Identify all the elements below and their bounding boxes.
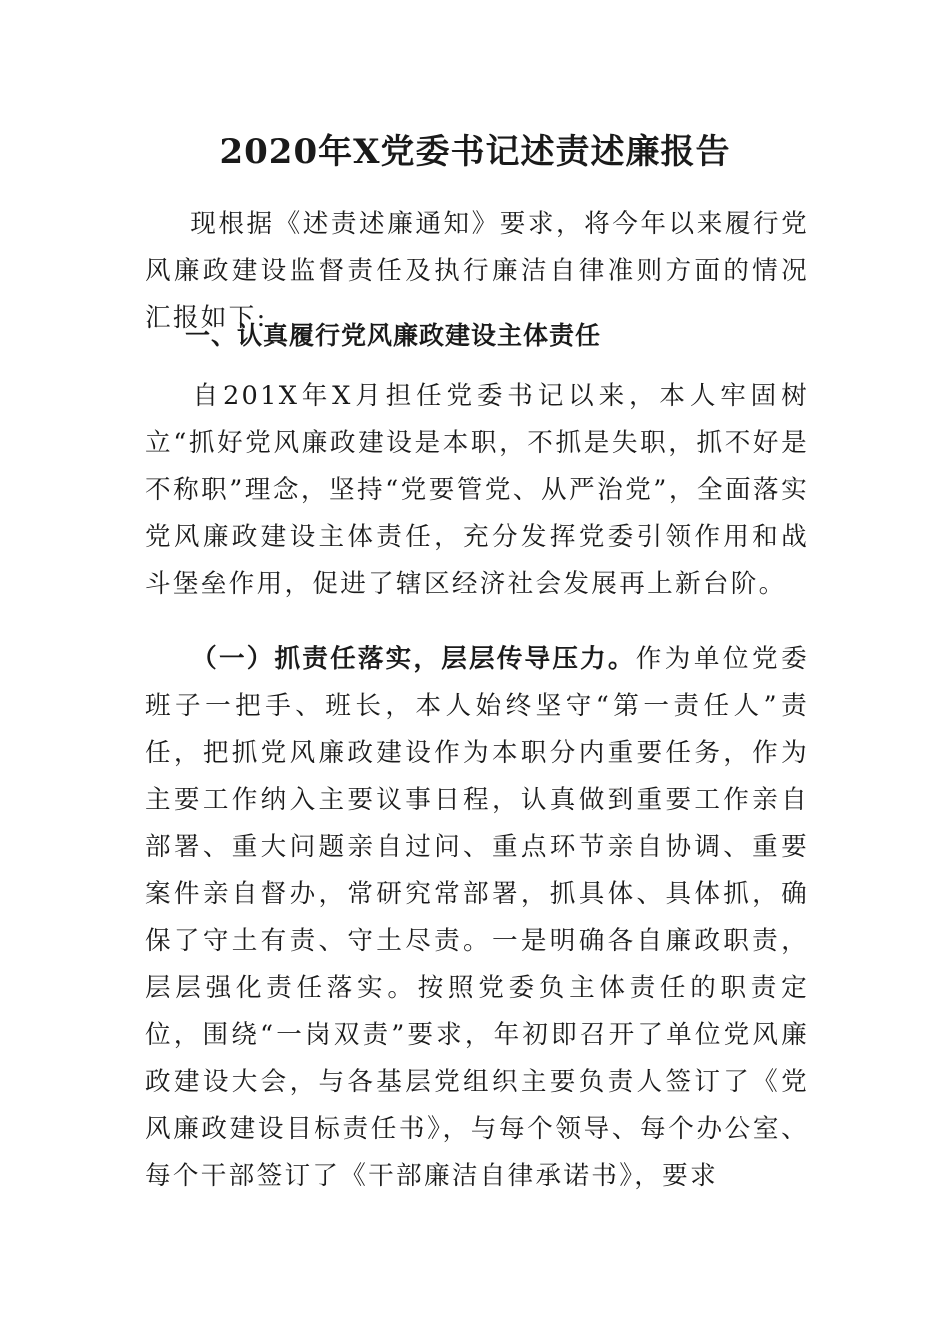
subsection-1-text: 作为单位党委班子一把手、班长，本人始终坚守“第一责任人”责任，把抓党风廉政建设作为本职分内重要任务，作为主要工作纳入主要议事日程，认真做到重要工作亲自部署、重大问题亲自过问、重点环节亲自协调、重要案件亲自督办，常研究常部署，抓具体、具体抓，确保了守土有责、守土尽责。一是明确各自廉政职责，层层强化责任落实。按照党委负主体责任的职责定位，围绕“一岗双责”要求，年初即召开了单位党风廉政建设大会，与各基层党组织主要负责人签订了《党风廉政建设目标责任书》，与每个领导、每个办公室、每个干部签订了《干部廉洁自律承诺书》，要求 <box>145 644 809 1191</box>
section-1-paragraph <box>145 373 809 608</box>
section-1-text: 自201X年X月担任党委书记以来，本人牢固树立“抓好党风廉政建设是本职，不抓是失职，抓不好是不称职”理念，坚持“党要管党、从严治党”，全面落实党风廉政建设主体责任，充分发挥党委引领作用和战斗堡垒作用，促进了辖区经济社会发展再上新台阶。 <box>145 381 809 599</box>
subsection-1-paragraph <box>145 636 809 1200</box>
intro-text: 现根据《述责述廉通知》要求，将今年以来履行党风廉政建设监督责任及执行廉洁自律准则方面的情况汇报如下: <box>145 209 809 333</box>
subsection-1-lead: （一）抓责任落实，层层传导压力。 <box>190 644 636 674</box>
section-1-heading: 一、认真履行党风廉政建设主体责任 <box>185 321 602 350</box>
document-title: 2020年X党委书记述责述廉报告 <box>219 132 731 172</box>
